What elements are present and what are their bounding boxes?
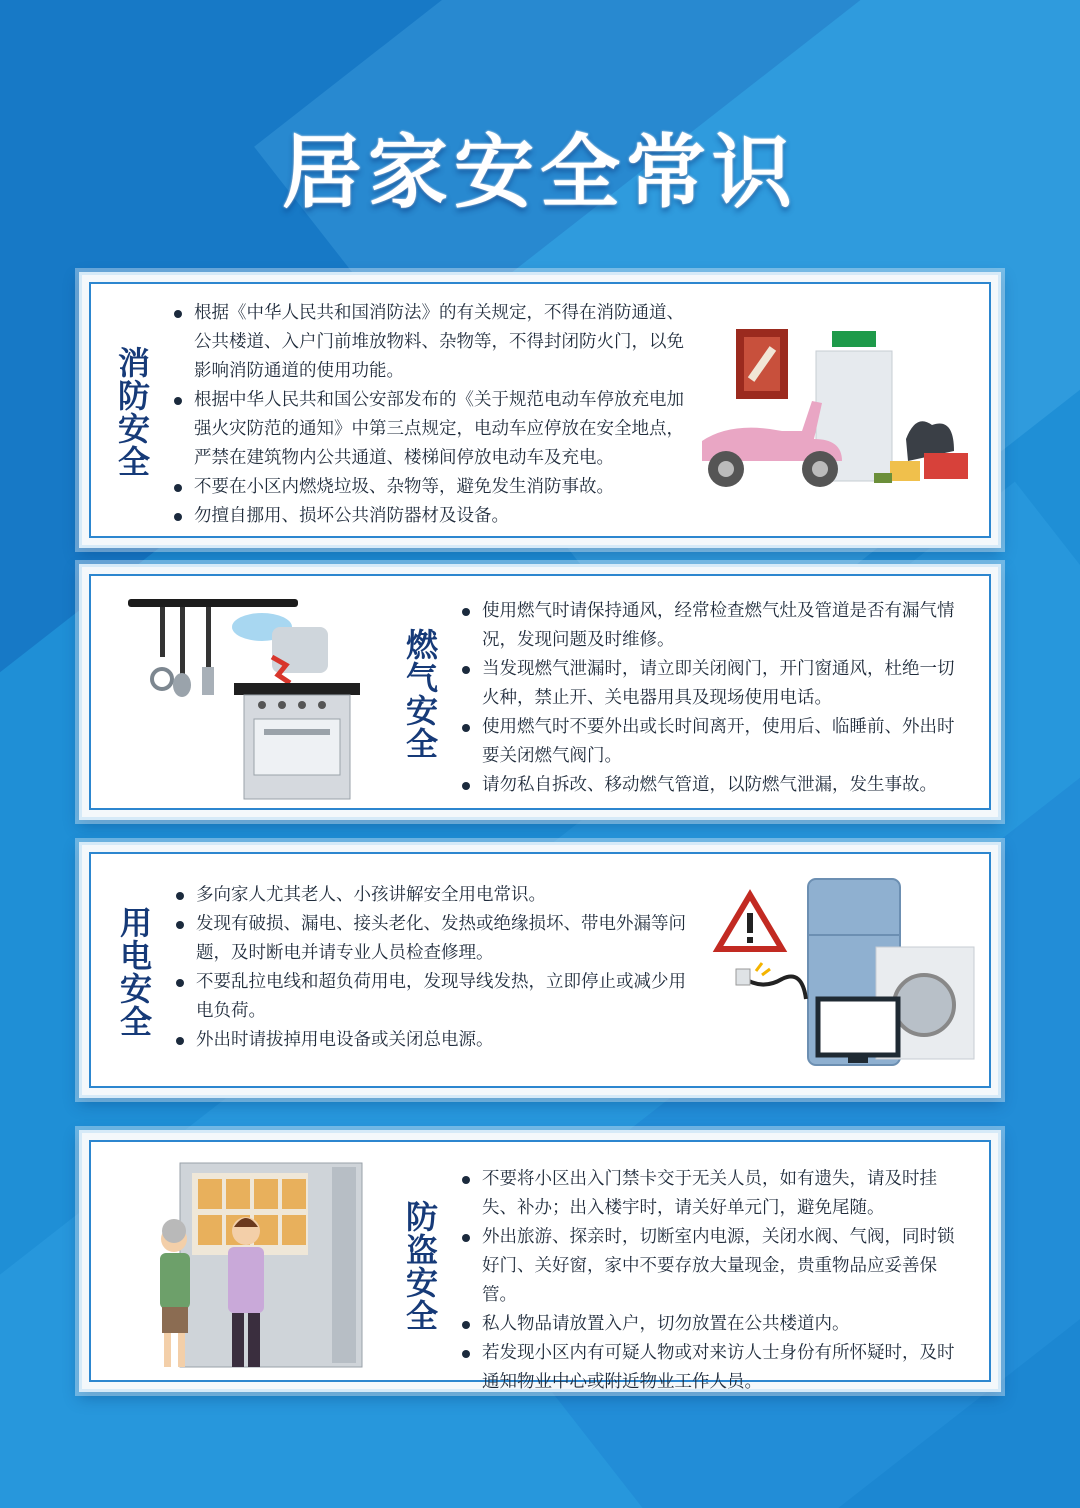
list-item: 根据《中华人民共和国消防法》的有关规定，不得在消防通道、公共楼道、入户门前堆放物料、杂物等，不得封闭防火门，以免影响消防通道的使用功能。 <box>172 299 692 386</box>
electric-safety-list <box>174 881 694 1055</box>
section-theft-safety <box>79 1130 1001 1392</box>
section-title: 消防安全 <box>117 344 150 481</box>
section-fire-safety <box>79 272 1001 548</box>
list-item: 勿擅自挪用、损坏公共消防器材及设备。 <box>172 502 692 531</box>
list-item: 多向家人尤其老人、小孩讲解安全用电常识。 <box>174 881 694 910</box>
theft-safety-list <box>460 1165 970 1397</box>
list-item: 私人物品请放置入户，切勿放置在公共楼道内。 <box>460 1310 970 1339</box>
section-gas-safety <box>79 564 1001 820</box>
page-title: 居家安全常识 <box>282 126 798 219</box>
gas-safety-list <box>460 597 960 800</box>
list-item: 发现有破损、漏电、接头老化、发热或绝缘损坏、带电外漏等问题，及时断电并请专业人员检查修理。 <box>174 910 694 968</box>
section-electric-safety <box>79 842 1001 1098</box>
list-item: 不要乱拉电线和超负荷用电，发现导线发热，立即停止或减少用电负荷。 <box>174 968 694 1026</box>
list-item: 当发现燃气泄漏时，请立即关闭阀门，开门窗通风，杜绝一切火种，禁止开、关电器用具及现场使用电话。 <box>460 655 960 713</box>
neighbors-door-icon <box>118 1157 368 1377</box>
list-item: 不要在小区内燃烧垃圾、杂物等，避免发生消防事故。 <box>172 473 692 502</box>
list-item: 若发现小区内有可疑人物或对来访人士身份有所怀疑时，及时通知物业中心或附近物业工作人员。 <box>460 1339 970 1397</box>
list-item: 外出旅游、探亲时，切断室内电源，关闭水阀、气阀，同时锁好门、关好窗，家中不要存放大量现金，贵重物品应妥善保管。 <box>460 1223 970 1310</box>
list-item: 外出时请拔掉用电设备或关闭总电源。 <box>174 1026 694 1055</box>
section-title: 燃气安全 <box>405 626 438 763</box>
section-title: 用电安全 <box>119 904 152 1041</box>
fire-safety-list <box>172 299 692 531</box>
list-item: 使用燃气时不要外出或长时间离开，使用后、临睡前、外出时要关闭燃气阀门。 <box>460 713 960 771</box>
appliances-warning-icon <box>712 871 982 1071</box>
stove-kitchen-icon <box>122 587 372 805</box>
section-title: 防盗安全 <box>405 1198 438 1335</box>
list-item: 请勿私自拆改、移动燃气管道，以防燃气泄漏，发生事故。 <box>460 771 960 800</box>
list-item: 不要将小区出入门禁卡交于无关人员，如有遗失，请及时挂失、补办；出入楼宇时，请关好单元门，避免尾随。 <box>460 1165 970 1223</box>
scooter-fire-exit-icon <box>692 321 982 511</box>
list-item: 根据中华人民共和国公安部发布的《关于规范电动车停放充电加强火灾防范的通知》中第三点规定，电动车应停放在安全地点，严禁在建筑物内公共通道、楼梯间停放电动车及充电。 <box>172 386 692 473</box>
list-item: 使用燃气时请保持通风，经常检查燃气灶及管道是否有漏气情况，发现问题及时维修。 <box>460 597 960 655</box>
